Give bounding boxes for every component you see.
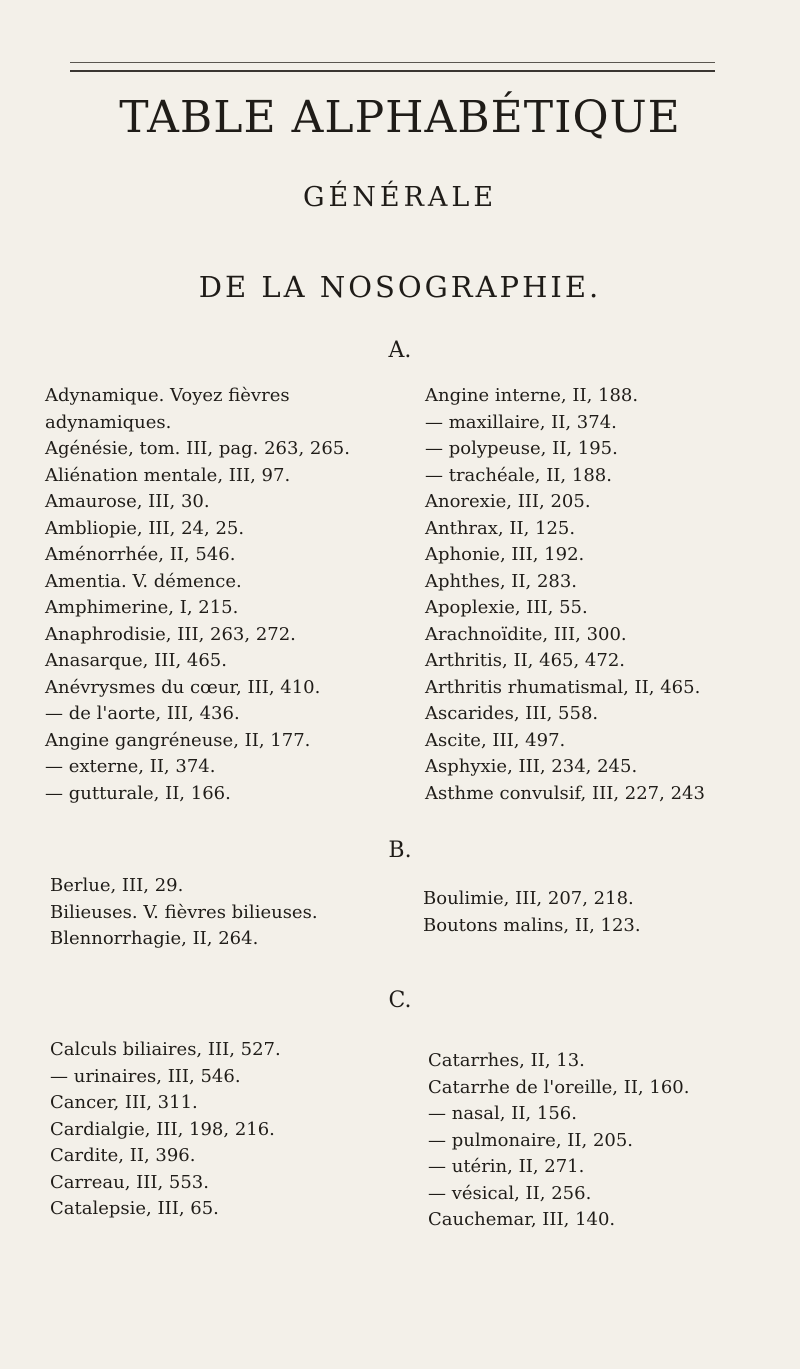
index-entry: Angine gangréneuse, II, 177. <box>45 729 311 751</box>
index-entry: — utérin, II, 271. <box>428 1156 585 1177</box>
index-entry: Catarrhes, II, 13. <box>428 1050 585 1071</box>
index-entry: Cauchemar, III, 140. <box>428 1209 616 1230</box>
index-entry: Anasarque, III, 465. <box>45 650 227 671</box>
index-entry: — urinaires, III, 546. <box>50 1065 241 1087</box>
index-entry: Aphonie, III, 192. <box>425 544 585 565</box>
index-entry: Arachnoïdite, III, 300. <box>425 623 627 645</box>
index-entry: Catalepsie, III, 65. <box>50 1198 219 1219</box>
section-letter-b: B. <box>388 838 412 863</box>
index-entry: — externe, II, 374. <box>45 756 216 777</box>
index-entry: — polypeuse, II, 195. <box>425 438 618 459</box>
index-entry: Angine interne, II, 188. <box>425 385 639 406</box>
index-entry: — maxillaire, II, 374. <box>425 411 617 433</box>
index-entry: — trachéale, II, 188. <box>425 464 612 486</box>
section-a-left-column <box>45 383 370 807</box>
index-entry: Asthme convulsif, III, 227, 243 <box>425 782 705 804</box>
index-entry: Amphimerine, I, 215. <box>45 597 239 618</box>
index-entry: Amaurose, III, 30. <box>45 491 210 512</box>
index-entry: Catarrhe de l'oreille, II, 160. <box>428 1076 690 1098</box>
index-entry: Cardite, II, 396. <box>50 1145 196 1166</box>
index-entry: Cardialgie, III, 198, 216. <box>50 1118 275 1140</box>
index-entry: Boutons malins, II, 123. <box>423 914 641 936</box>
index-entry: Anthrax, II, 125. <box>425 517 576 539</box>
index-entry: Asphyxie, III, 234, 245. <box>425 756 638 777</box>
section-b-left-column <box>50 873 370 953</box>
index-entry: Cancer, III, 311. <box>50 1092 198 1113</box>
index-entry: Aliénation mentale, III, 97. <box>45 464 291 486</box>
page-title: TABLE ALPHABÉTIQUE <box>119 92 681 143</box>
index-entry: Aménorrhée, II, 546. <box>45 544 236 565</box>
top-rule-thick <box>70 70 715 72</box>
index-entry: Carreau, III, 553. <box>50 1171 209 1193</box>
index-entry: Anorexie, III, 205. <box>425 491 591 512</box>
index-entry: Ascite, III, 497. <box>425 729 566 751</box>
index-entry: Agénésie, tom. III, pag. 263, 265. <box>45 438 350 459</box>
index-entry: Anaphrodisie, III, 263, 272. <box>45 623 296 645</box>
section-c-left-column <box>50 1037 380 1223</box>
page-subtitle-2: DE LA NOSOGRAPHIE. <box>198 270 602 304</box>
index-entry: Apoplexie, III, 55. <box>425 597 588 618</box>
index-entry: — nasal, II, 156. <box>428 1103 577 1124</box>
index-entry: Calculs biliaires, III, 527. <box>50 1039 281 1060</box>
index-entry: Boulimie, III, 207, 218. <box>423 888 634 909</box>
section-c-right-column <box>428 1048 783 1234</box>
top-rule <box>70 62 715 63</box>
section-letter-c: C. <box>388 988 412 1013</box>
index-entry: Arthritis, II, 465, 472. <box>425 650 626 671</box>
index-entry: Bilieuses. V. fièvres bilieuses. <box>50 901 318 923</box>
section-b-right-column <box>423 886 783 939</box>
index-entry: Berlue, III, 29. <box>50 875 184 896</box>
index-entry: Blennorrhagie, II, 264. <box>50 928 259 949</box>
section-a-right-column <box>425 383 785 807</box>
index-entry: Ascarides, III, 558. <box>425 703 599 724</box>
index-entry: Arthritis rhumatismal, II, 465. <box>425 676 701 698</box>
index-entry: Anévrysmes du cœur, III, 410. <box>45 676 321 698</box>
index-entry: Amentia. V. démence. <box>45 570 242 592</box>
index-entry: — pulmonaire, II, 205. <box>428 1129 634 1151</box>
page-subtitle: GÉNÉRALE <box>302 182 498 213</box>
section-letter-a: A. <box>388 338 412 363</box>
index-entry: Adynamique. Voyez fièvres adynamiques. <box>45 385 290 433</box>
index-entry: Aphthes, II, 283. <box>425 570 578 592</box>
index-entry: — gutturale, II, 166. <box>45 782 231 804</box>
index-entry: — de l'aorte, III, 436. <box>45 703 240 724</box>
index-entry: Ambliopie, III, 24, 25. <box>45 517 245 539</box>
index-entry: — vésical, II, 256. <box>428 1182 592 1204</box>
